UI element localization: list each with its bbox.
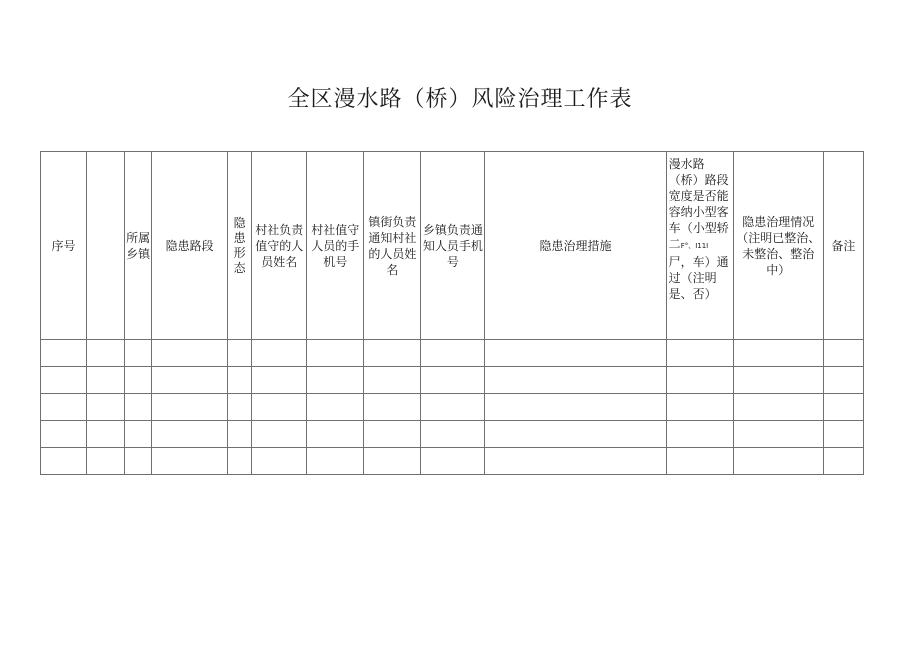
table-cell [41, 448, 87, 475]
road-width-line3: 尸，车）通过（注明是、否） [668, 255, 729, 301]
table-cell [666, 421, 733, 448]
table-cell [307, 448, 364, 475]
table-cell [228, 340, 252, 367]
table-cell [421, 394, 485, 421]
table-cell [485, 421, 666, 448]
table-cell [421, 340, 485, 367]
table-cell [152, 421, 228, 448]
header-measures: 隐患治理措施 [485, 152, 666, 340]
page-title: 全区漫水路（桥）风险治理工作表 [287, 87, 633, 112]
table-row [41, 421, 864, 448]
table-cell [41, 367, 87, 394]
table-cell [125, 340, 152, 367]
table-body [41, 340, 864, 475]
table-cell [152, 394, 228, 421]
table-cell [823, 340, 863, 367]
table-cell [666, 340, 733, 367]
header-status: 隐患治理情况（注明已整治、未整治、整治中） [733, 152, 823, 340]
table-cell [307, 340, 364, 367]
table-cell [823, 367, 863, 394]
header-blank [87, 152, 125, 340]
table-cell [823, 421, 863, 448]
header-town-notify-name: 镇街负责通知村社的人员姓名 [364, 152, 421, 340]
table-cell [421, 421, 485, 448]
table-row [41, 367, 864, 394]
table-cell [733, 340, 823, 367]
table-cell [125, 421, 152, 448]
table-cell [228, 394, 252, 421]
table-cell [307, 394, 364, 421]
table-cell [252, 394, 307, 421]
table-cell [87, 421, 125, 448]
table-cell [228, 367, 252, 394]
header-serial: 序号 [41, 152, 87, 340]
table-cell [87, 448, 125, 475]
header-hazard-section: 隐患路段 [152, 152, 228, 340]
table-row [41, 394, 864, 421]
table-row [41, 448, 864, 475]
table-cell [152, 367, 228, 394]
table-cell [485, 340, 666, 367]
table-cell [421, 367, 485, 394]
road-width-line1: 漫水路（桥）路段宽度是否能容纳小型客车 [668, 157, 729, 235]
table-cell [364, 394, 421, 421]
table-cell [364, 367, 421, 394]
table-cell [485, 367, 666, 394]
table-cell [125, 367, 152, 394]
table-cell [228, 448, 252, 475]
table-cell [733, 367, 823, 394]
table-cell [307, 367, 364, 394]
table-cell [125, 448, 152, 475]
table-cell [823, 448, 863, 475]
table-cell [252, 367, 307, 394]
table-cell [421, 448, 485, 475]
table-cell [87, 340, 125, 367]
table-cell [228, 421, 252, 448]
table-cell [307, 421, 364, 448]
table-cell [666, 394, 733, 421]
table-cell [152, 448, 228, 475]
table-cell [252, 340, 307, 367]
table-cell [733, 448, 823, 475]
table-cell [252, 421, 307, 448]
table-cell [823, 394, 863, 421]
table-cell [41, 394, 87, 421]
table-cell [666, 448, 733, 475]
header-village-responsible-name: 村社负责值守的人员姓名 [252, 152, 307, 340]
table-cell [364, 340, 421, 367]
header-road-width [666, 152, 733, 340]
risk-table [40, 151, 864, 475]
table-cell [733, 421, 823, 448]
header-hazard-form: 隐患形态 [228, 152, 252, 340]
table-cell [41, 340, 87, 367]
table-row [41, 340, 864, 367]
table-cell [733, 394, 823, 421]
table-cell [364, 421, 421, 448]
road-width-scan: F°、I11I [680, 242, 709, 250]
header-village-watch-phone: 村社值守人员的手机号 [307, 152, 364, 340]
table-cell [485, 448, 666, 475]
table-cell [364, 448, 421, 475]
road-width-line2: （小型轿二 [668, 221, 729, 251]
table-cell [485, 394, 666, 421]
table-cell [41, 421, 87, 448]
header-remarks: 备注 [823, 152, 863, 340]
header-township: 所属乡镇 [125, 152, 152, 340]
table-cell [125, 394, 152, 421]
table-cell [152, 340, 228, 367]
table-cell [252, 448, 307, 475]
table-cell [87, 367, 125, 394]
header-town-notify-phone: 乡镇负责通知人员手机号 [421, 152, 485, 340]
table-cell [666, 367, 733, 394]
header-row [41, 152, 864, 340]
table-cell [87, 394, 125, 421]
